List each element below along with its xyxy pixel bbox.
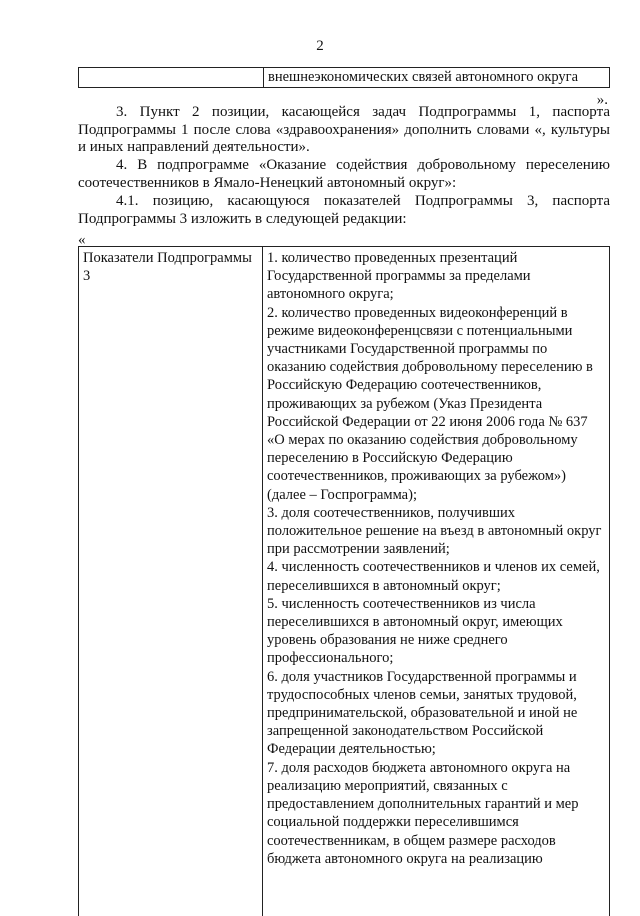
list-item: 7. доля расходов бюджета автономного округа на реализацию мероприятий, связанных с предоставлением дополнительных гарантий и мер социальной поддержки переселившимся соотечественникам, в общем размере расходов бюджета автономного округа на реализацию	[267, 759, 579, 867]
indicators-table	[78, 246, 610, 916]
table-content-cell: внешнеэкономических связей автономного округа	[268, 69, 579, 85]
list-item: 5. численность соотечественников из числа переселившихся в автономный округ, имеющих уровень образования не ниже среднего профессионального;	[267, 595, 563, 667]
indicators-content-cell	[263, 247, 609, 916]
paragraph-4-1	[78, 193, 610, 228]
table-label-cell	[79, 68, 264, 87]
list-item: 6. доля участников Государственной программы и трудоспособных членов семьи, занятых трудовой, предпринимательской, образовательной и иной не запрещенной законодательством Российской Федерации деятельностью;	[267, 668, 578, 758]
paragraph-4-text: 4. В подпрограмме «Оказание содействия добровольному переселению соотечественников в Ямало-Ненецкий автономный округ»:	[78, 157, 610, 191]
paragraph-3	[78, 104, 610, 157]
paragraph-4-1-text: 4.1. позицию, касающуюся показателей Подпрограммы 3, паспорта Подпрограммы 3 изложить в следующей редакции:	[78, 193, 610, 227]
closing-quote: ».	[596, 92, 608, 108]
opening-quote: «	[78, 232, 86, 248]
continued-table-row	[78, 67, 610, 88]
list-item: 1. количество проведенных презентаций Государственной программы за пределами автономного округа;	[267, 250, 531, 303]
list-item: 4. численность соотечественников и членов их семей, переселившихся в автономный округ;	[267, 559, 600, 594]
page-number: 2	[316, 38, 324, 54]
list-item: 2. количество проведенных видеоконференций в режиме видеоконференцсвязи с потенциальными участниками Государственной программы по оказанию содействия добровольному переселению в Российскую Федерацию соотечественников, проживающих за рубежом (Указ Президента Российской Федерации от 22 июня 2006 года № 637 «О мерах по оказанию содействия добровольному переселению в Российскую Федерацию соотечественников, проживающих за рубежом») (далее – Госпрограмма);	[267, 304, 593, 503]
paragraph-3-text: 3. Пункт 2 позиции, касающейся задач Подпрограммы 1, паспорта Подпрограммы 1 после слова «здравоохранения» дополнить словами «, культуры и иных направлений деятельности».	[78, 104, 610, 155]
list-item: 3. доля соотечественников, получивших положительное решение на въезд в автономный округ при рассмотрении заявлений;	[267, 504, 602, 558]
indicators-label-cell: Показатели Подпрограммы 3	[79, 247, 263, 916]
paragraph-4	[78, 157, 610, 192]
